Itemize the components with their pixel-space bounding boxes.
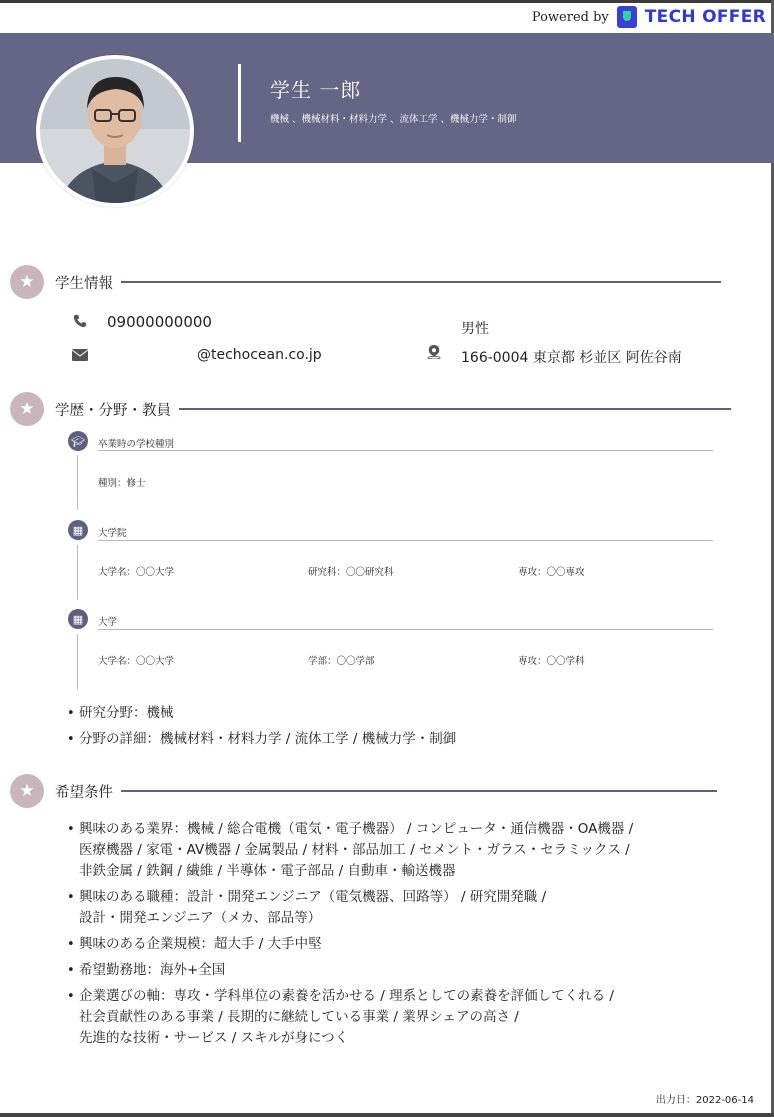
university-title: 大学 xyxy=(98,617,118,628)
building-icon: ▦ xyxy=(68,609,88,629)
section-rule xyxy=(179,408,731,410)
graduate-university: 大学名：〇〇大学 xyxy=(98,567,175,578)
address: 166-0004 東京都 杉並区 阿佐谷南 xyxy=(461,350,682,366)
list-line: • 希望勤務地：海外+全国 xyxy=(79,962,226,978)
list-item xyxy=(66,819,633,882)
school-kind: 種別：修士 xyxy=(98,478,146,489)
name-divider xyxy=(238,64,241,142)
subsection-vline xyxy=(77,545,78,600)
list-item xyxy=(66,887,633,929)
profile-photo xyxy=(36,55,194,207)
subsection-rule xyxy=(98,629,713,630)
subsection-vline xyxy=(77,634,78,690)
school-type-title: 卒業時の学校種別 xyxy=(98,439,175,450)
powered-by xyxy=(532,6,766,28)
section-rule xyxy=(121,790,717,792)
list-line: 非鉄金属 / 鉄鋼 / 繊維 / 半導体・電子部品 / 自動車・輸送機器 xyxy=(79,863,456,879)
graduate-research-school: 研究科：〇〇研究科 xyxy=(308,567,394,578)
output-date: 出力日：2022-06-14 xyxy=(655,1095,754,1106)
subsection-vline xyxy=(77,455,78,510)
university-faculty: 学部：〇〇学部 xyxy=(308,656,375,667)
university-department: 専攻：〇〇学科 xyxy=(518,656,585,667)
university-name: 大学名：〇〇大学 xyxy=(98,656,175,667)
bottom-edge xyxy=(0,1113,774,1117)
star-icon: ★ xyxy=(10,265,44,299)
portrait-image xyxy=(40,59,190,203)
student-fields: 機械 、機械材料・材料力学 、流体工学 、機械力学・制御 xyxy=(270,114,517,125)
subsection-rule xyxy=(98,450,713,451)
list-line: 先進的な技術・サービス / スキルが身につく xyxy=(79,1030,349,1046)
list-item: • 研究分野：機械 xyxy=(66,703,456,724)
star-icon: ★ xyxy=(10,774,44,808)
preference-list xyxy=(66,819,633,1049)
list-item xyxy=(66,934,633,955)
tech-offer-logo-icon xyxy=(617,6,637,28)
section-education-header xyxy=(10,392,731,426)
powered-by-text: Powered by xyxy=(531,9,609,25)
list-line: • 企業選びの軸：専攻・学科単位の素養を活かせる / 理系としての素養を評価してくれる / xyxy=(79,988,614,1004)
top-edge xyxy=(0,0,774,3)
list-line: • 興味のある企業規模：超大手 / 大手中堅 xyxy=(79,936,322,952)
list-item xyxy=(66,986,633,1049)
phone-number: 09000000000 xyxy=(107,313,212,331)
email-address: @techocean.co.jp xyxy=(197,347,322,363)
tech-offer-logo-text: TECH OFFER xyxy=(644,7,766,27)
section-title: 学生情報 xyxy=(55,275,113,292)
research-list xyxy=(66,703,456,750)
phone-icon xyxy=(72,314,88,328)
building-icon: ▦ xyxy=(68,520,88,540)
section-preferences-header xyxy=(10,774,717,808)
mail-icon xyxy=(72,348,88,362)
list-item xyxy=(66,960,633,981)
section-title: 希望条件 xyxy=(55,784,113,801)
graduate-school-title: 大学院 xyxy=(98,528,127,539)
section-title: 学歴・分野・教員 xyxy=(55,402,171,419)
list-line: 社会貢献性のある事業 / 長期的に継続している事業 / 業界シェアの高さ / xyxy=(79,1009,519,1025)
section-student-info-header xyxy=(10,265,721,299)
list-line: 医療機器 / 家電・AV機器 / 金属製品 / 材料・部品加工 / セメント・ガラス・セラミックス / xyxy=(79,842,630,858)
section-rule xyxy=(121,281,721,283)
list-line: • 興味のある職種：設計・開発エンジニア（電気機器、回路等） / 研究開発職 / xyxy=(79,889,547,905)
subsection-rule xyxy=(98,540,713,541)
gender: 男性 xyxy=(461,321,489,337)
graduation-cap-icon: 🎓︎ xyxy=(68,431,88,451)
star-icon: ★ xyxy=(10,392,44,426)
student-name: 学生 一郎 xyxy=(270,78,362,102)
list-line: 設計・開発エンジニア（メカ、部品等） xyxy=(79,910,322,926)
list-line: • 興味のある業界：機械 / 総合電機（電気・電子機器） / コンピュータ・通信機器・OA機器 / xyxy=(79,821,634,837)
avatar xyxy=(40,59,190,203)
graduate-major: 専攻：〇〇専攻 xyxy=(518,567,585,578)
list-item: • 分野の詳細：機械材料・材料力学 / 流体工学 / 機械力学・制御 xyxy=(66,729,456,750)
location-icon xyxy=(426,345,442,359)
